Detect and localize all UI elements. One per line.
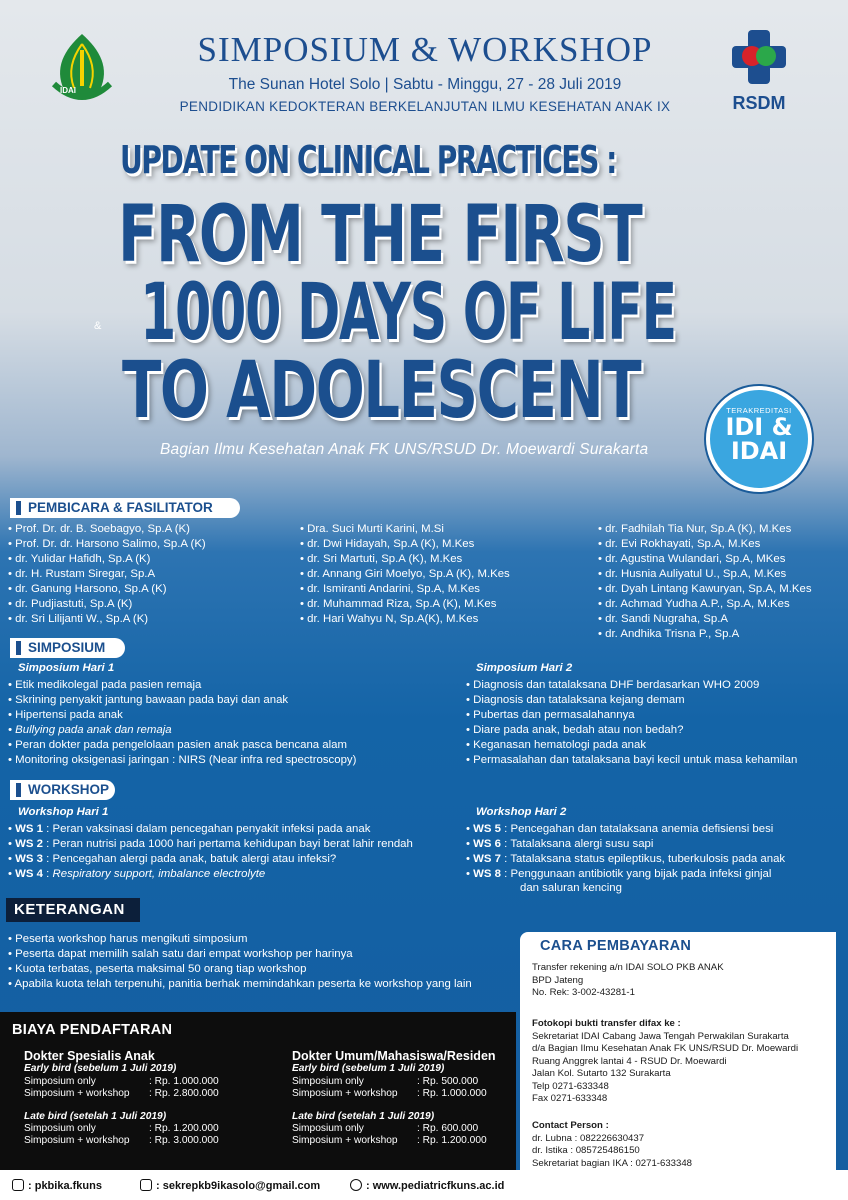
fee-row: [24, 1076, 219, 1088]
email-address: : sekrepkb9ikasolo@gmail.com: [156, 1180, 321, 1192]
simposium-day2-list: [466, 678, 797, 768]
workshop-code: WS 8: [473, 868, 502, 880]
workshop-code: WS 4: [15, 868, 44, 880]
pembicara-col-2: [300, 522, 510, 627]
info-line: Fax 0271-633348: [532, 1093, 608, 1104]
fee-value: : Rp. 600.000: [417, 1123, 479, 1135]
speaker: • dr. Hari Wahyu N, Sp.A(K), M.Kes: [300, 612, 510, 627]
rsdm-logo: [716, 26, 802, 116]
headline-line-4: TO ADOLESCENT: [122, 346, 641, 436]
rsdm-label: RSDM: [732, 93, 786, 113]
workshop-text: Peran nutrisi pada 1000 hari pertama kehidupan bayi berat lahir rendah: [52, 838, 413, 850]
speaker: • Prof. Dr. dr. B. Soebagyo, Sp.A (K): [8, 522, 206, 537]
speaker: • dr. Husnia Auliyatul U., Sp.A, M.Kes: [598, 567, 812, 582]
email-icon: [140, 1179, 152, 1191]
speaker: • dr. Yulidar Hafidh, Sp.A (K): [8, 552, 206, 567]
speaker: • dr. Muhammad Riza, Sp.A (K), M.Kes: [300, 597, 510, 612]
website-url: : www.pediatricfkuns.ac.id: [366, 1180, 505, 1192]
simposium-header: SIMPOSIUM: [10, 638, 125, 658]
fee-row: [292, 1088, 496, 1100]
fee-row: [292, 1123, 496, 1135]
info-line: d/a Bagian Ilmu Kesehatan Anak FK UNS/RSUD Dr. Moewardi: [532, 1043, 799, 1054]
fee-label: Simposium only: [292, 1075, 364, 1087]
workshop-code: WS 7: [473, 853, 502, 865]
workshop-code: WS 3: [15, 853, 44, 865]
fee-row: [24, 1135, 219, 1147]
note: • Peserta workshop harus mengikuti simposium: [8, 932, 472, 947]
accreditation-badge: [706, 386, 812, 492]
globe-icon: [350, 1179, 362, 1191]
idai-logo: [34, 28, 130, 108]
speaker: • dr. Dwi Hidayah, Sp.A (K), M.Kes: [300, 537, 510, 552]
fee-label: Simposium + workshop: [292, 1088, 398, 1100]
speaker: • Prof. Dr. dr. Harsono Salimo, Sp.A (K): [8, 537, 206, 552]
workshop-text: Peran vaksinasi dalam pencegahan penyakit infeksi pada anak: [52, 823, 371, 835]
footer-bar: [0, 1170, 848, 1200]
instagram-handle: : pkbika.fkuns: [28, 1180, 102, 1192]
fax-info: [532, 1018, 798, 1106]
fee-value: : Rp. 500.000: [417, 1075, 479, 1087]
ws8-continuation: dan saluran kencing: [520, 882, 622, 894]
simposium-day1-title: Simposium Hari 1: [18, 662, 115, 674]
info-line: Sekretariat bagian IKA : 0271-633348: [532, 1157, 693, 1169]
biaya-title: BIAYA PENDAFTARAN: [12, 1022, 173, 1038]
fee-group-title: Dokter Spesialis Anak: [24, 1049, 155, 1063]
workshop-item: • WS 8 : Penggunaan antibiotik yang bijak pada infeksi ginjal: [466, 867, 785, 882]
topic: • Diagnosis dan tatalaksana DHF berdasarkan WHO 2009: [466, 678, 797, 693]
topic: • Skrining penyakit jantung bawaan pada bayi dan anak: [8, 693, 356, 708]
workshop-code: WS 6: [473, 838, 502, 850]
workshop-code: WS 1: [15, 823, 44, 835]
workshop-text: Pencegahan alergi pada anak, batuk alergi atau infeksi?: [52, 853, 337, 865]
topic: • Etik medikolegal pada pasien remaja: [8, 678, 356, 693]
badge-line-1: IDI &: [725, 413, 793, 441]
contact-heading: Contact Person :: [532, 1120, 609, 1131]
speaker: • Dra. Suci Murti Karini, M.Si: [300, 522, 510, 537]
fee-label: Simposium + workshop: [24, 1088, 130, 1100]
workshop-code: WS 2: [15, 838, 44, 850]
organizer-text: Bagian Ilmu Kesehatan Anak FK UNS/RSUD Dr. Moewardi Surakarta: [160, 441, 649, 458]
topic: • Permasalahan dan tatalaksana bayi kecil untuk masa kehamilan: [466, 753, 797, 768]
speaker: • dr. Sri Lilijanti W., Sp.A (K): [8, 612, 206, 627]
workshop-code: WS 5: [473, 823, 502, 835]
note: • Peserta dapat memilih salah satu dari empat workshop per harinya: [8, 947, 472, 962]
speaker: • dr. Andhika Trisna P., Sp.A: [598, 627, 812, 642]
speaker: • dr. Dyah Lintang Kawuryan, Sp.A, M.Kes: [598, 582, 812, 597]
speaker: • dr. Sri Martuti, Sp.A (K), M.Kes: [300, 552, 510, 567]
cara-pembayaran-panel: [520, 932, 836, 1176]
info-line: dr. Istika : 085725486150: [532, 1145, 640, 1156]
workshop-item: • WS 5 : Pencegahan dan tatalaksana anemia defisiensi besi: [466, 822, 785, 837]
event-title: SIMPOSIUM & WORKSHOP: [197, 30, 653, 69]
fee-row: [292, 1076, 496, 1088]
workshop-item: • WS 3 : Pencegahan alergi pada anak, batuk alergi atau infeksi?: [8, 852, 413, 867]
fee-label: Simposium only: [292, 1123, 364, 1135]
headline-ampersand: &: [94, 320, 102, 332]
workshop-day2-list: [466, 822, 785, 882]
fee-umum: [292, 1050, 496, 1148]
workshop-header: WORKSHOP: [10, 780, 115, 800]
workshop-item: • WS 4 : Respiratory support, imbalance electrolyte: [8, 867, 413, 882]
workshop-item: • WS 7 : Tatalaksana status epileptikus, tuberkulosis pada anak: [466, 852, 785, 867]
headline-line-2: FROM THE FIRST: [118, 190, 642, 280]
fee-label: Simposium + workshop: [24, 1135, 130, 1147]
topic: • Hipertensi pada anak: [8, 708, 356, 723]
workshop-text: Pencegahan dan tatalaksana anemia defisiensi besi: [510, 823, 774, 835]
info-line: Transfer rekening a/n IDAI SOLO PKB ANAK: [532, 962, 724, 973]
early-bird-label: Early bird (sebelum 1 Juli 2019): [24, 1063, 177, 1075]
topic: • Bullying pada anak dan remaja: [8, 723, 356, 738]
late-bird-label: Late bird (setelah 1 Juli 2019): [24, 1110, 167, 1122]
topic: • Keganasan hematologi pada anak: [466, 738, 797, 753]
info-line: Jalan Kol. Sutarto 132 Surakarta: [532, 1068, 671, 1079]
fax-heading: Fotokopi bukti transfer difax ke :: [532, 1018, 681, 1029]
late-bird-label: Late bird (setelah 1 Juli 2019): [292, 1110, 435, 1122]
badge-top-text: TERAKREDITASI: [726, 406, 792, 415]
pembicara-header: PEMBICARA & FASILITATOR: [10, 498, 240, 518]
keterangan-list: [8, 932, 472, 992]
workshop-item: • WS 1 : Peran vaksinasi dalam pencegahan penyakit infeksi pada anak: [8, 822, 413, 837]
footer-email[interactable]: [140, 1179, 320, 1192]
workshop-text: Respiratory support, imbalance electrolyte: [52, 868, 266, 880]
instagram-icon: [12, 1179, 24, 1191]
fee-value: : Rp. 3.000.000: [149, 1135, 219, 1147]
fee-value: : Rp. 1.200.000: [149, 1123, 219, 1135]
speaker: • dr. Agustina Wulandari, Sp.A, MKes: [598, 552, 812, 567]
cara-title: CARA PEMBAYARAN: [540, 938, 692, 954]
workshop-text: Penggunaan antibiotik yang bijak pada infeksi ginjal: [510, 868, 772, 880]
simposium-day1-list: [8, 678, 356, 768]
headline-line-1: UPDATE ON CLINICAL PRACTICES :: [120, 138, 616, 182]
idai-logo-label: IDAI: [60, 86, 76, 95]
fee-value: : Rp. 1.200.000: [417, 1135, 487, 1147]
speaker: • dr. Evi Rokhayati, Sp.A, M.Kes: [598, 537, 812, 552]
workshop-day2-title: Workshop Hari 2: [476, 806, 567, 818]
fee-row: [24, 1123, 219, 1135]
workshop-text: Tatalaksana status epileptikus, tuberkulosis pada anak: [510, 853, 786, 865]
early-bird-label: Early bird (sebelum 1 Juli 2019): [292, 1063, 445, 1075]
keterangan-header: KETERANGAN: [6, 898, 140, 922]
simposium-day2-title: Simposium Hari 2: [476, 662, 573, 674]
fee-group-title: Dokter Umum/Mahasiswa/Residen: [292, 1049, 496, 1063]
footer-instagram[interactable]: [12, 1179, 102, 1192]
speaker: • dr. Ismiranti Andarini, Sp.A, M.Kes: [300, 582, 510, 597]
workshop-day1-title: Workshop Hari 1: [18, 806, 109, 818]
speaker: • dr. Pudjiastuti, Sp.A (K): [8, 597, 206, 612]
topic: • Diagnosis dan tatalaksana kejang demam: [466, 693, 797, 708]
fee-label: Simposium only: [24, 1123, 96, 1135]
speaker: • dr. H. Rustam Siregar, Sp.A: [8, 567, 206, 582]
footer-web[interactable]: [350, 1179, 504, 1192]
info-line: BPD Jateng: [532, 974, 584, 986]
fee-row: [24, 1088, 219, 1100]
info-line: dr. Lubna : 082226630437: [532, 1132, 645, 1144]
transfer-info: [532, 962, 724, 1000]
topic: • Pubertas dan permasalahannya: [466, 708, 797, 723]
program-name: PENDIDIKAN KEDOKTERAN BERKELANJUTAN ILMU KESEHATAN ANAK IX: [179, 99, 671, 114]
workshop-item: • WS 6 : Tatalaksana alergi susu sapi: [466, 837, 785, 852]
pembicara-col-1: [8, 522, 206, 627]
info-line: Sekretariat IDAI Cabang Jawa Tengah Perwakilan Surakarta: [532, 1030, 789, 1042]
fee-label: Simposium only: [24, 1075, 96, 1087]
pembicara-col-3: [598, 522, 812, 642]
topic: • Peran dokter pada pengelolaan pasien anak pasca bencana alam: [8, 738, 356, 753]
fee-label: Simposium + workshop: [292, 1135, 398, 1147]
fee-spesialis: [24, 1050, 219, 1148]
topic: • Monitoring oksigenasi jaringan : NIRS (Near infra red spectroscopy): [8, 753, 356, 768]
badge-line-2: IDAI: [730, 437, 788, 465]
speaker: • dr. Achmad Yudha A.P., Sp.A, M.Kes: [598, 597, 812, 612]
topic: • Diare pada anak, bedah atau non bedah?: [466, 723, 797, 738]
fee-value: : Rp. 1.000.000: [149, 1075, 219, 1087]
rsdm-cross-icon: [724, 26, 794, 88]
note: • Kuota terbatas, peserta maksimal 50 orang tiap workshop: [8, 962, 472, 977]
venue-date: The Sunan Hotel Solo | Sabtu - Minggu, 27 - 28 Juli 2019: [228, 76, 622, 93]
headline-line-3: 1000 DAYS OF LIFE: [140, 268, 676, 358]
fee-value: : Rp. 1.000.000: [417, 1088, 487, 1100]
speaker: • dr. Fadhilah Tia Nur, Sp.A (K), M.Kes: [598, 522, 812, 537]
workshop-item: • WS 2 : Peran nutrisi pada 1000 hari pertama kehidupan bayi berat lahir rendah: [8, 837, 413, 852]
info-line: No. Rek: 3-002-43281-1: [532, 987, 635, 998]
speaker: • dr. Sandi Nugraha, Sp.A: [598, 612, 812, 627]
workshop-day1-list: [8, 822, 413, 882]
note: • Apabila kuota telah terpenuhi, panitia berhak memindahkan peserta ke workshop yang lain: [8, 977, 472, 992]
speaker: • dr. Ganung Harsono, Sp.A (K): [8, 582, 206, 597]
workshop-text: Tatalaksana alergi susu sapi: [510, 838, 654, 850]
fee-row: [292, 1135, 496, 1147]
contact-info: [532, 1120, 692, 1170]
info-line: Telp 0271-633348: [532, 1080, 609, 1092]
info-line: Ruang Anggrek lantai 4 - RSUD Dr. Moewardi: [532, 1055, 727, 1067]
fee-value: : Rp. 2.800.000: [149, 1088, 219, 1100]
speaker: • dr. Annang Giri Moelyo, Sp.A (K), M.Kes: [300, 567, 510, 582]
biaya-panel: [0, 1012, 516, 1170]
